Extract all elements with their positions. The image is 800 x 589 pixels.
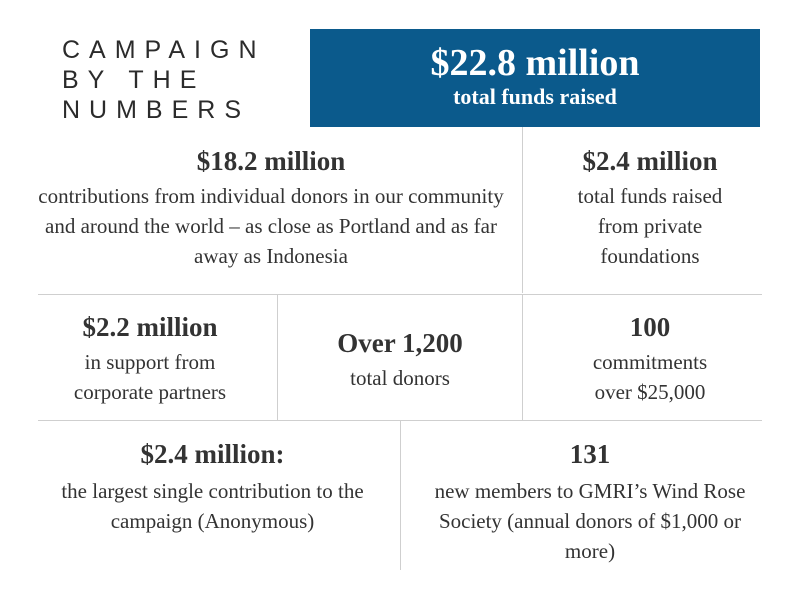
divider-vertical-row2a [277, 294, 278, 420]
stat-wind-rose-members [420, 438, 760, 566]
divider-vertical-row2b [522, 294, 523, 420]
stat-description: total donors [350, 366, 450, 390]
total-funds-value: $22.8 million [430, 42, 640, 84]
stat-total-donors [280, 327, 520, 393]
stat-value: 131 [569, 439, 611, 469]
title-line-2: BY THE [62, 66, 206, 94]
divider-vertical-row1 [522, 127, 523, 293]
stat-description: total funds raised from private foundations [577, 184, 723, 268]
stat-value: 100 [629, 312, 671, 342]
title-line-3: NUMBERS [62, 96, 251, 124]
stat-large-commitments [540, 311, 760, 407]
divider-horizontal-1 [38, 294, 762, 295]
stat-value: $2.2 million [82, 312, 218, 342]
stat-private-foundations [540, 145, 760, 271]
total-funds-banner [310, 29, 760, 127]
stat-value: $18.2 million [196, 146, 346, 176]
stat-individual-donors [20, 145, 522, 271]
stat-description: the largest single contribution to the campaign (Anonymous) [61, 479, 364, 533]
stat-corporate-partners [30, 311, 270, 407]
total-funds-caption: total funds raised [453, 84, 617, 109]
title-line-1: CAMPAIGN [62, 36, 266, 64]
divider-vertical-row3 [400, 420, 401, 570]
stat-description: commitments over $25,000 [592, 350, 708, 404]
stat-description: in support from corporate partners [73, 350, 227, 404]
stat-description: new members to GMRI’s Wind Rose Society (annual donors of $1,000 or more) [434, 479, 746, 563]
stat-value: Over 1,200 [337, 328, 463, 358]
stat-description: contributions from individual donors in our community and around the world – as close as Portland and as far away as Indonesia [38, 184, 504, 268]
stat-value: $2.4 million [582, 146, 718, 176]
stat-value: $2.4 million: [140, 439, 285, 469]
stat-largest-contribution [30, 438, 395, 536]
page-title [62, 35, 266, 125]
